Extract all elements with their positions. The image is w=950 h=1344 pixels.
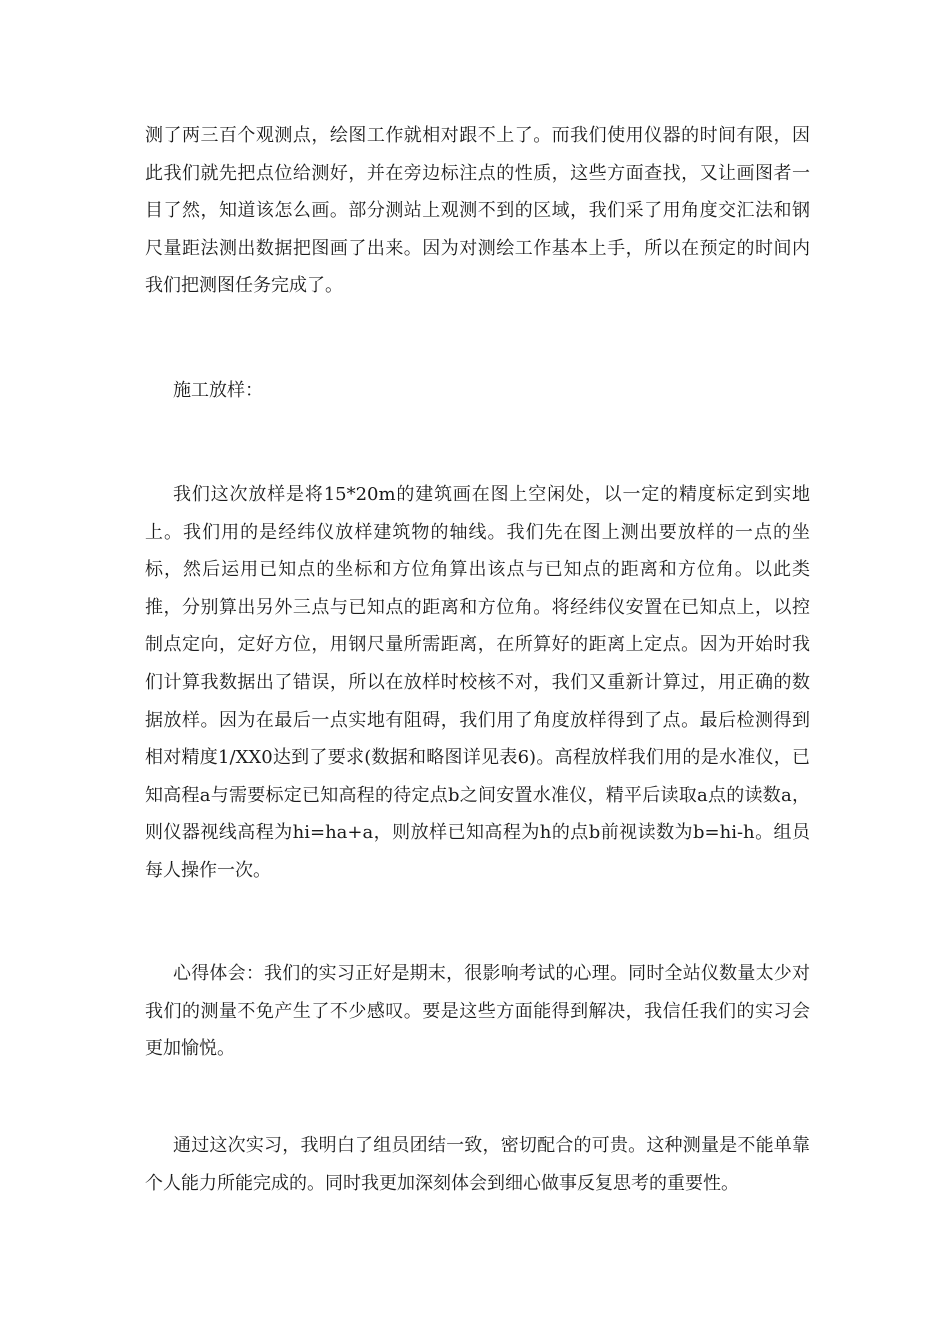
paragraph-construction-layout: 我们这次放样是将15*20m的建筑画在图上空闲处，以一定的精度标定到实地上。我们用的是经纬仪放样建筑物的轴线。我们先在图上测出要放样的一点的坐标，然后运用已知点的坐标和方位角算出该点与已知点的距离和方位角。以此类推，分别算出另外三点与已知点的距离和方位角。将经纬仪安置在已知点上，以控制点定向，定好方位，用钢尺量所需距离，在所算好的距离上定点。因为开始时我们计算我数据出了错误，所以在放样时校核不对，我们又重新计算过，用正确的数据放样。因为在最后一点实地有阻碍，我们用了角度放样得到了点。最后检测得到相对精度1/XX0达到了要求(数据和略图详见表6)。高程放样我们用的是水准仪，已知高程a与需要标定已知高程的待定点b之间安置水准仪，精平后读取a点的读数a，则仪器视线高程为hi=ha+a，则放样已知高程为h的点b前视读数为b=hi-h。组员每人操作一次。	[145, 484, 810, 881]
section-heading-construction-layout: 施工放样：	[173, 380, 263, 401]
paragraph-surveying-continued: 测了两三百个观测点，绘图工作就相对跟不上了。而我们使用仪器的时间有限，因此我们就先把点位给测好，并在旁边标注点的性质，这些方面查找，又让画图者一目了然，知道该怎么画。部分测站上观测不到的区域，我们采了用角度交汇法和钢尺量距法测出数据把图画了出来。因为对测绘工作基本上手，所以在预定的时间内我们把测图任务完成了。	[145, 125, 810, 297]
paragraph-reflection: 心得体会：我们的实习正好是期末，很影响考试的心理。同时全站仪数量太少对我们的测量不免产生了不少感叹。要是这些方面能得到解决，我信任我们的实习会更加愉悦。	[145, 963, 810, 1060]
paragraph-conclusion: 通过这次实习，我明白了组员团结一致，密切配合的可贵。这种测量是不能单靠个人能力所能完成的。同时我更加深刻体会到细心做事反复思考的重要性。	[145, 1135, 810, 1194]
